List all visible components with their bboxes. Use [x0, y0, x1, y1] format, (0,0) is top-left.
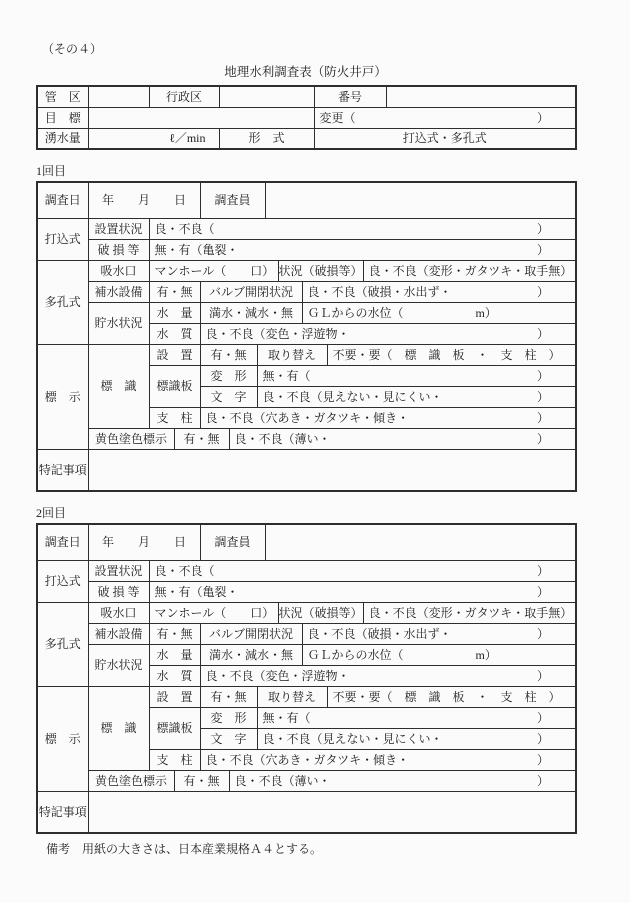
hosui-arinashi: 有・無: [149, 281, 200, 302]
keishiki-label: 形 式: [219, 128, 314, 149]
header-row-2: [37, 107, 576, 128]
tako-suiryo-row: [37, 644, 576, 665]
shichu-value: [200, 749, 576, 770]
tokki-row: [37, 791, 576, 833]
henkei-label: 変 形: [200, 707, 257, 728]
manhole-cell: マンホール（ 口）: [149, 602, 278, 623]
close-paren: ）: [537, 626, 550, 641]
secchi-label: 設 置: [149, 344, 200, 365]
kiiro-label: 黄色塗色標示: [88, 770, 174, 791]
kyusuiko-value: 良・不良（変形・ガタツキ・取手無）: [363, 260, 576, 281]
uchikomi-setchi-row: [37, 560, 576, 581]
moji-label: 文 字: [200, 728, 257, 749]
uchikomi-label: 打込式: [37, 218, 88, 260]
secchi-label: 設 置: [149, 686, 200, 707]
hosui-label: 補水設備: [88, 623, 149, 644]
hyoji-label: 標 示: [37, 344, 88, 449]
hason-text: 無・有（亀裂・: [154, 584, 239, 599]
hyoji-secchi-row: [37, 686, 576, 707]
section-1-label: 1回目: [36, 164, 67, 178]
tokki-value-cell: [88, 791, 576, 833]
secchi-arinashi: 有・無: [200, 344, 257, 365]
tako-hosui-row: [37, 623, 576, 644]
hason-text: 無・有（亀裂・: [154, 242, 239, 257]
kiiro-text: 良・不良（薄い・: [234, 773, 331, 788]
part-label: （その４）: [42, 42, 103, 56]
valve-label: バルブ開閉状況: [200, 281, 302, 302]
tokki-row: [37, 449, 576, 491]
header-row-1: [37, 86, 576, 107]
suishitsu-label: 水 質: [149, 665, 200, 686]
setchi-jokyo-label: 設置状況: [88, 218, 149, 239]
shichu-label: 支 柱: [149, 749, 200, 770]
setchi-jokyo-text: 良・不良（: [154, 221, 215, 236]
tako-label: 多孔式: [37, 602, 88, 686]
valve-text: 良・不良（破損・水出ず・: [307, 284, 452, 299]
survey-date-row: [37, 524, 576, 560]
tako-kyusuiko-row: [37, 260, 576, 281]
tako-label: 多孔式: [37, 260, 88, 344]
hason-label: 破 損 等: [88, 581, 149, 602]
tokki-value-cell: [88, 449, 576, 491]
chosain-label: 調査員: [200, 182, 265, 218]
kiiro-value: [229, 770, 576, 791]
close-paren: ）: [537, 221, 550, 236]
hosui-arinashi: 有・無: [149, 623, 200, 644]
mokuhyo-label: 目 標: [37, 107, 88, 128]
hason-value: [149, 239, 576, 260]
yusuiryo-label: 湧水量: [37, 128, 88, 149]
valve-label: バルブ開閉状況: [200, 623, 302, 644]
close-paren: ）: [537, 668, 550, 683]
mokuhyo-value-cell: [88, 107, 314, 128]
uchikomi-hason-row: [37, 239, 576, 260]
bango-label: 番号: [314, 86, 386, 107]
hyoshiki-label: 標 識: [88, 686, 149, 770]
chosui-label: 貯水状況: [88, 644, 149, 686]
setchi-jokyo-text: 良・不良（: [154, 563, 215, 578]
moji-text: 良・不良（見えない・見にくい・: [262, 389, 443, 404]
chosabi-label: 調査日: [37, 182, 88, 218]
chosain-value-cell: [265, 524, 576, 560]
moji-value: [257, 386, 576, 407]
close-paren: ）: [537, 368, 550, 383]
hason-value: [149, 581, 576, 602]
survey-date-row: [37, 182, 576, 218]
moji-label: 文 字: [200, 386, 257, 407]
shichu-text: 良・不良（穴あき・ガタツキ・傾き・: [205, 410, 410, 425]
suiryo-value: 満水・減水・無: [200, 644, 302, 665]
henkei-text: 無・有（: [262, 710, 311, 725]
survey-table-2: [36, 523, 577, 834]
date-ymd-cell: 年 月 日: [88, 182, 200, 218]
tako-kyusuiko-row: [37, 602, 576, 623]
close-paren: ）: [537, 752, 550, 767]
henko-cell: [314, 107, 576, 128]
kanku-label: 管 区: [37, 86, 88, 107]
setchi-jokyo-label: 設置状況: [88, 560, 149, 581]
close-paren: ）: [537, 773, 550, 788]
kyusuiko-label: 吸水口: [88, 260, 149, 281]
close-paren: ）: [537, 563, 550, 578]
hosui-label: 補水設備: [88, 281, 149, 302]
survey-table-1: [36, 181, 577, 492]
valve-value: [302, 281, 576, 302]
secchi-arinashi: 有・無: [200, 686, 257, 707]
gyoseiku-label: 行政区: [149, 86, 219, 107]
remarks-note: 備考 用紙の大きさは、日本産業規格Ａ４とする。: [46, 842, 323, 856]
henko-close-paren: ）: [536, 110, 549, 125]
keishiki-value: 打込式・多孔式: [314, 128, 576, 149]
hyoji-kiiro-row: [37, 428, 576, 449]
chosui-label: 貯水状況: [88, 302, 149, 344]
torikae-value: 不要・要（ 標 識 板 ・ 支 柱 ）: [327, 686, 576, 707]
moji-text: 良・不良（見えない・見にくい・: [262, 731, 443, 746]
kiiro-arinashi: 有・無: [174, 770, 229, 791]
kiiro-arinashi: 有・無: [174, 428, 229, 449]
henkei-value: [257, 365, 576, 386]
header-table: [36, 85, 577, 150]
gl-level-cell: ＧＬからの水位（ m）: [302, 644, 576, 665]
kiiro-label: 黄色塗色標示: [88, 428, 174, 449]
shichu-label: 支 柱: [149, 407, 200, 428]
kanku-value-cell: [88, 86, 149, 107]
tokki-label: 特記事項: [37, 791, 88, 833]
henkei-text: 無・有（: [262, 368, 311, 383]
hyoji-secchi-row: [37, 344, 576, 365]
close-paren: ）: [537, 410, 550, 425]
header-row-3: [37, 128, 576, 149]
shichu-value: [200, 407, 576, 428]
hyoji-label: 標 示: [37, 686, 88, 791]
kyusuiko-label: 吸水口: [88, 602, 149, 623]
close-paren: ）: [537, 431, 550, 446]
torikae-value: 不要・要（ 標 識 板 ・ 支 柱 ）: [327, 344, 576, 365]
hason-label: 破 損 等: [88, 239, 149, 260]
gl-level-cell: ＧＬからの水位（ m）: [302, 302, 576, 323]
document-title: 地理水利調査表（防火井戸）: [224, 65, 387, 79]
date-ymd-cell: 年 月 日: [88, 524, 200, 560]
jokyo-label: 状況（破損等）: [278, 260, 363, 281]
tako-hosui-row: [37, 281, 576, 302]
suiryo-label: 水 量: [149, 302, 200, 323]
manhole-cell: マンホール（ 口）: [149, 260, 278, 281]
valve-value: [302, 623, 576, 644]
suiryo-value: 満水・減水・無: [200, 302, 302, 323]
suishitsu-label: 水 質: [149, 323, 200, 344]
close-paren: ）: [537, 284, 550, 299]
valve-text: 良・不良（破損・水出ず・: [307, 626, 452, 641]
tako-suiryo-row: [37, 302, 576, 323]
suishitsu-value: [200, 323, 576, 344]
henko-text: 変更（: [319, 110, 356, 125]
kyusuiko-value: 良・不良（変形・ガタツキ・取手無）: [363, 602, 576, 623]
bango-value-cell: [386, 86, 576, 107]
jokyo-label: 状況（破損等）: [278, 602, 363, 623]
suishitsu-text: 良・不良（変色・浮遊物・: [205, 668, 350, 683]
suishitsu-text: 良・不良（変色・浮遊物・: [205, 326, 350, 341]
torikae-label: 取り替え: [257, 344, 327, 365]
uchikomi-label: 打込式: [37, 560, 88, 602]
henkei-label: 変 形: [200, 365, 257, 386]
close-paren: ）: [537, 710, 550, 725]
chosabi-label: 調査日: [37, 524, 88, 560]
close-paren: ）: [537, 242, 550, 257]
tokki-label: 特記事項: [37, 449, 88, 491]
hyoji-kiiro-row: [37, 770, 576, 791]
chosain-value-cell: [265, 182, 576, 218]
setchi-jokyo-value: [149, 218, 576, 239]
kiiro-value: [229, 428, 576, 449]
hyoshikiban-label: 標識板: [149, 707, 200, 749]
close-paren: ）: [537, 389, 550, 404]
shichu-text: 良・不良（穴あき・ガタツキ・傾き・: [205, 752, 410, 767]
moji-value: [257, 728, 576, 749]
suiryo-label: 水 量: [149, 644, 200, 665]
kiiro-text: 良・不良（薄い・: [234, 431, 331, 446]
close-paren: ）: [537, 731, 550, 746]
close-paren: ）: [537, 326, 550, 341]
section-2-label: 2回目: [36, 506, 67, 520]
yusuiryo-unit: ℓ／min: [88, 128, 219, 149]
gyoseiku-value-cell: [219, 86, 314, 107]
suishitsu-value: [200, 665, 576, 686]
close-paren: ）: [537, 584, 550, 599]
chosain-label: 調査員: [200, 524, 265, 560]
uchikomi-setchi-row: [37, 218, 576, 239]
hyoshiki-label: 標 識: [88, 344, 149, 428]
henkei-value: [257, 707, 576, 728]
setchi-jokyo-value: [149, 560, 576, 581]
hyoshikiban-label: 標識板: [149, 365, 200, 407]
torikae-label: 取り替え: [257, 686, 327, 707]
uchikomi-hason-row: [37, 581, 576, 602]
